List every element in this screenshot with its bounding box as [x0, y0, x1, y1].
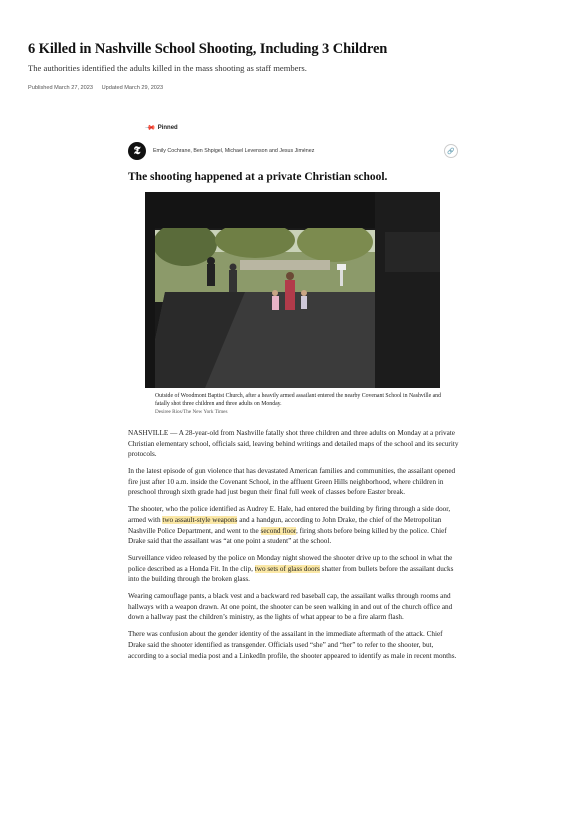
- pinned-label: [146, 124, 178, 132]
- article-summary: The authorities identified the adults killed in the mass shooting as staff members.: [28, 63, 307, 73]
- link-icon: 🔗: [447, 148, 455, 155]
- nyt-logo-icon: 𝕿: [128, 142, 146, 160]
- paragraph-text: shatter from bullets before the assailant ducks into the building through the broken glass.: [128, 564, 454, 584]
- article-dates: [28, 85, 170, 91]
- paragraph: [128, 428, 460, 460]
- published-date: Published March 27, 2023: [28, 85, 93, 91]
- paragraph: [128, 553, 460, 585]
- article-body: [128, 428, 460, 668]
- byline-row: [128, 141, 458, 161]
- paragraph-text: NASHVILLE — A 28-year-old from Nashville fatally shot three children and three adults on Monday at a private Christian elementary school, officials said, leaving behind writings and detailed maps of the school and its security protocols.: [128, 429, 459, 459]
- updated-date: Updated March 29, 2023: [101, 85, 164, 91]
- paragraph: [128, 504, 460, 546]
- article-photo: [145, 192, 440, 388]
- paragraph: [128, 591, 460, 623]
- photo-caption: [155, 393, 447, 416]
- pushpin-icon: 📌: [144, 122, 156, 134]
- caption-text: Outside of Woodmont Baptist Church, after a heavily armed assailant entered the nearby Covenant School in Nashville and fatally shot three children and three adults on Monday.: [155, 393, 441, 407]
- paragraph-text: Wearing camouflage pants, a black vest and a backward red baseball cap, the assailant walks through rooms and hallways with a weapon drawn. At one point, the shooter can be seen walking in and out of the church office and down a hallway past the children’s ministry, as the lights of what appear to be a fire alarm flash.: [128, 592, 453, 622]
- authors-byline: Emily Cochrane, Ben Shpigel, Michael Levenson and Jesus Jiménez: [153, 148, 315, 154]
- article-headline: 6 Killed in Nashville School Shooting, Including 3 Children: [28, 41, 388, 57]
- paragraph-text: In the latest episode of gun violence that has devastated American families and communities, the assailant opened fire just after 10 a.m. inside the Covenant School, in the affluent Green Hills neighborhood, where children in preschool through sixth grade had just begun their final full week of classes before Easter break.: [128, 467, 456, 497]
- paragraph-text: Surveillance video released by the police on Monday night showed the shooter drive up to the school in what the police described as a Honda Fit. In the clip,: [128, 554, 453, 573]
- paragraph: [128, 466, 460, 498]
- paragraph-text: There was confusion about the gender identity of the assailant in the immediate aftermath of the attack. Chief Drake said the shooter identified as transgender. Officials used “she” and “her” to refer to the shooter, but, according to a social media post and a LinkedIn profile, the shooter appeared to identify as male in recent months.: [128, 630, 457, 660]
- paragraph: [128, 629, 460, 661]
- copy-link-button[interactable]: [444, 144, 458, 158]
- paragraph-text: The shooter, who the police identified as Audrey E. Hale, had entered the building by firing through a side door, armed with: [128, 505, 451, 524]
- highlight: two assault-style weapons: [162, 515, 238, 524]
- paragraph-text: and a handgun, according to John Drake, the chief of the Metropolitan Nashville Police Department, and went to the: [128, 515, 442, 535]
- pinned-text: Pinned: [157, 125, 178, 131]
- post-subhead: The shooting happened at a private Christian school.: [128, 171, 388, 183]
- paragraph-text: , firing shots before being killed by the police. Chief Drake said that the assailant was “at one point a student” at the school.: [128, 526, 447, 546]
- highlight: second floor: [260, 526, 296, 535]
- photo-credit: Desiree Rios/The New York Times: [155, 408, 228, 415]
- highlight: two sets of glass doors: [254, 564, 320, 573]
